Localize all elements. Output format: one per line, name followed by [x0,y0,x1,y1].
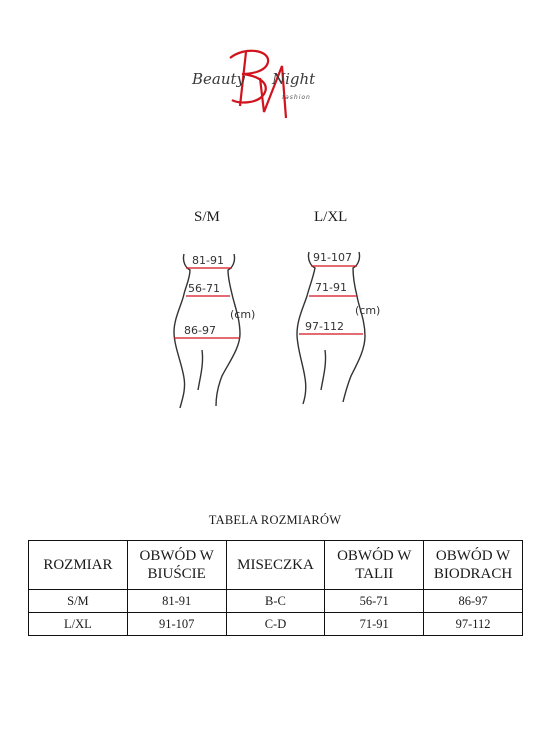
table-row [29,590,523,613]
cell-bust: 91-107 [127,613,226,636]
hips-value-lxl: 97-112 [305,320,344,333]
size-label-sm: S/M [194,209,220,225]
cell-waist: 56-71 [325,590,424,613]
header-bust-line1: OBWÓD W [139,548,214,564]
table-header-row [29,541,523,590]
logo-sub-fashion: fashion [282,94,311,101]
hips-value-sm: 86-97 [184,324,216,337]
size-label-lxl: L/XL [314,209,348,225]
header-waist-line2: TALII [355,566,394,582]
header-bust-line2: BIUŚCIE [147,566,206,582]
cell-hips: 86-97 [424,590,523,613]
size-table-title: TABELA ROZMIARÓW [208,513,342,527]
header-hips-line1: OBWÓD W [435,548,511,564]
body-figure-lxl [285,238,395,413]
header-cup-label: MISECZKA [237,557,314,573]
header-cup [226,541,325,590]
header-waist-line1: OBWÓD W [337,548,412,564]
bust-value-lxl: 91-107 [313,251,352,264]
unit-label-lxl: (cm) [355,304,381,317]
unit-label-sm: (cm) [230,308,256,321]
cell-bust: 81-91 [127,590,226,613]
logo-word-beauty: Beauty [192,70,246,88]
cell-waist: 71-91 [325,613,424,636]
header-hips-line2: BIODRACH [433,566,513,582]
brand-logo-graphic [190,44,340,122]
table-row [29,613,523,636]
header-size [29,541,128,590]
cell-cup: C-D [226,613,325,636]
waist-value-sm: 56-71 [188,282,220,295]
cell-cup: B-C [226,590,325,613]
body-figure-sm [160,238,270,413]
cell-hips: 97-112 [424,613,523,636]
header-bust [127,541,226,590]
waist-value-lxl: 71-91 [315,281,347,294]
cell-size: S/M [29,590,128,613]
header-size-label: ROZMIAR [43,557,113,573]
header-waist [325,541,424,590]
bust-value-sm: 81-91 [192,254,224,267]
size-table [28,540,523,636]
brand-logo [190,44,340,122]
logo-word-night: Night [272,70,316,88]
body-outline-sm [160,238,270,413]
header-hips [424,541,523,590]
cell-size: L/XL [29,613,128,636]
body-outline-lxl [285,238,395,413]
